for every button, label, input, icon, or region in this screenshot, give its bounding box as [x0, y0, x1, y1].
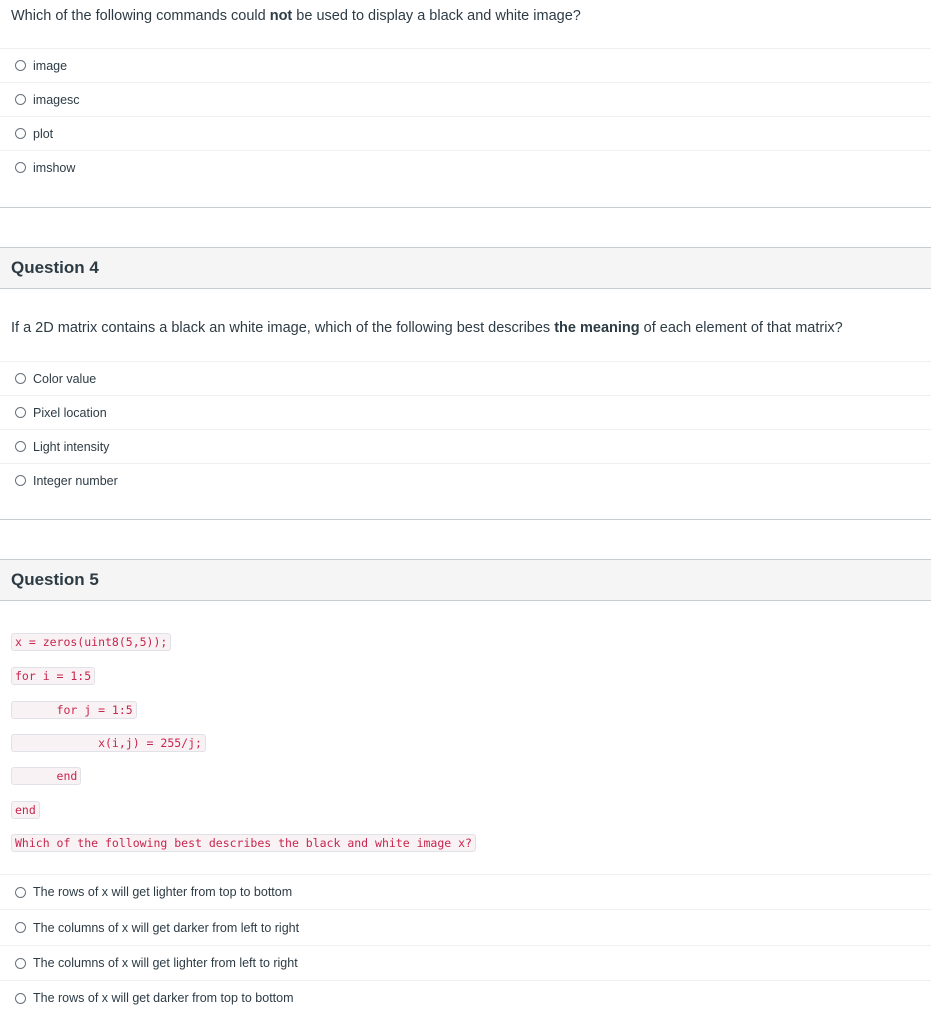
- question-5-title: Question 5: [11, 570, 99, 589]
- question-5-prompt: Which of the following best describes the black and white image x?: [11, 834, 476, 852]
- radio-button[interactable]: [15, 60, 26, 71]
- question-4-answers: [0, 361, 931, 497]
- question-4-prompt-end: of each element of that matrix?: [639, 320, 843, 336]
- answer-option[interactable]: [0, 82, 931, 116]
- radio-button[interactable]: [15, 128, 26, 139]
- answer-label: Integer number: [33, 473, 118, 488]
- code-line: x(i,j) = 255/j;: [11, 734, 206, 752]
- answer-label: The rows of x will get darker from top to bottom: [33, 991, 294, 1005]
- question-4-title: Question 4: [11, 258, 99, 277]
- radio-button[interactable]: [15, 162, 26, 173]
- answer-option[interactable]: [0, 150, 931, 184]
- answer-option[interactable]: [0, 874, 931, 909]
- question-3-footer-divider: [0, 207, 931, 208]
- answer-label: The rows of x will get lighter from top to bottom: [33, 885, 293, 899]
- question-4-prompt: [11, 318, 843, 338]
- answer-option[interactable]: [0, 48, 931, 82]
- radio-button[interactable]: [15, 922, 26, 933]
- question-4-prompt-emphasis: the meaning: [554, 320, 640, 336]
- code-line: for j = 1:5: [11, 701, 137, 719]
- question-5-answers: [0, 874, 931, 1015]
- answer-label: imshow: [33, 160, 76, 175]
- code-line: end: [11, 767, 81, 785]
- question-5-header: [0, 559, 931, 601]
- answer-label: Color value: [33, 371, 97, 386]
- radio-button[interactable]: [15, 475, 26, 486]
- radio-button[interactable]: [15, 993, 26, 1004]
- answer-option[interactable]: [0, 945, 931, 980]
- question-3-prompt-end: be used to display a black and white image?: [292, 8, 581, 24]
- answer-option[interactable]: [0, 429, 931, 463]
- question-4-footer-divider: [0, 519, 931, 520]
- radio-button[interactable]: [15, 958, 26, 969]
- answer-option[interactable]: [0, 116, 931, 150]
- question-3-prompt: [11, 6, 581, 26]
- answer-option[interactable]: [0, 395, 931, 429]
- answer-label: plot: [33, 126, 54, 141]
- answer-option[interactable]: [0, 463, 931, 497]
- answer-label: Light intensity: [33, 439, 110, 454]
- question-3-prompt-emphasis: not: [269, 8, 293, 24]
- radio-button[interactable]: [15, 441, 26, 452]
- answer-label: imagesc: [33, 92, 80, 107]
- radio-button[interactable]: [15, 407, 26, 418]
- answer-label: image: [33, 58, 68, 73]
- code-line: x = zeros(uint8(5,5));: [11, 633, 171, 651]
- answer-option[interactable]: [0, 980, 931, 1015]
- question-4-header: [0, 247, 931, 289]
- code-line: for i = 1:5: [11, 667, 95, 685]
- answer-option[interactable]: [0, 361, 931, 395]
- radio-button[interactable]: [15, 887, 26, 898]
- question-3-prompt-start: Which of the following commands could: [11, 8, 270, 24]
- answer-label: Pixel location: [33, 405, 107, 420]
- answer-option[interactable]: [0, 909, 931, 945]
- question-4-prompt-start: If a 2D matrix contains a black an white image, which of the following best describes: [11, 320, 555, 336]
- radio-button[interactable]: [15, 94, 26, 105]
- answer-label: The columns of x will get darker from left to right: [33, 920, 300, 935]
- code-line: end: [11, 801, 40, 819]
- radio-button[interactable]: [15, 373, 26, 384]
- question-3-answers: [0, 48, 931, 184]
- answer-label: The columns of x will get lighter from left to right: [33, 956, 298, 970]
